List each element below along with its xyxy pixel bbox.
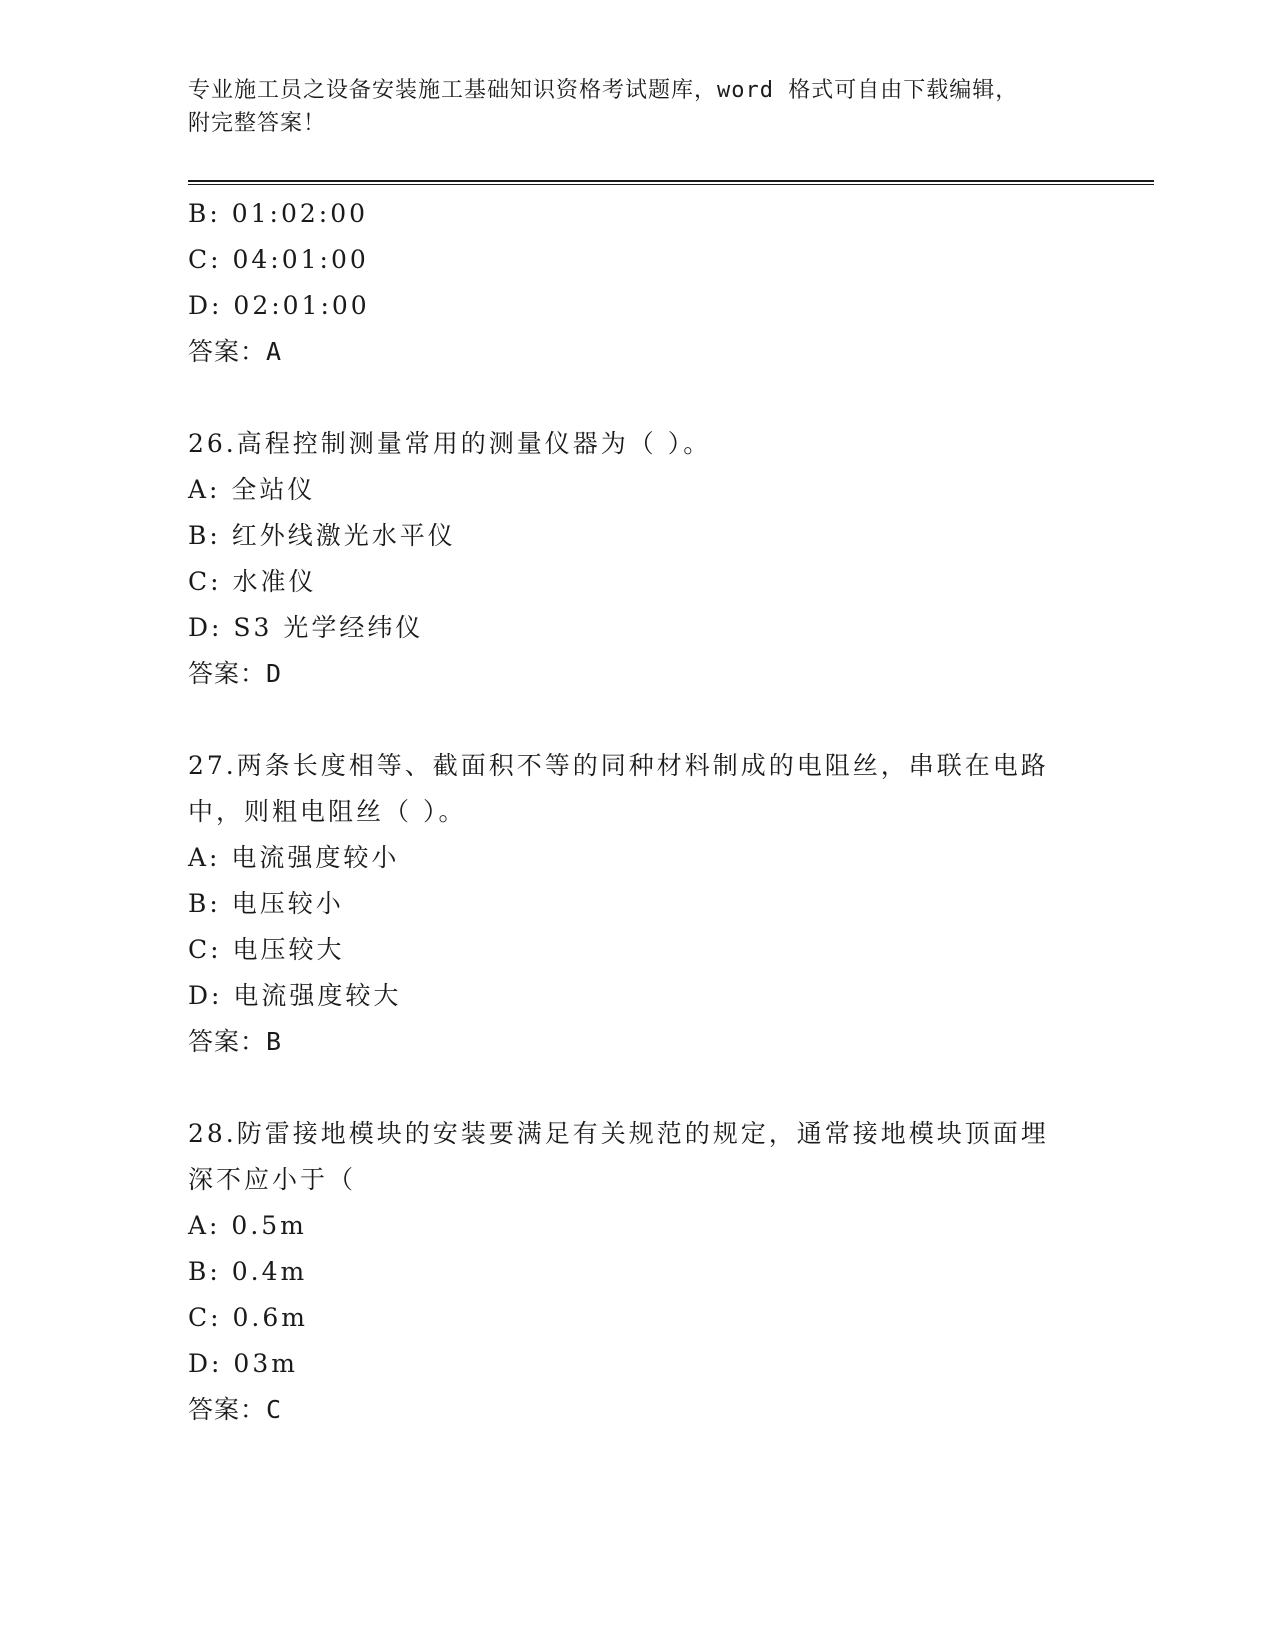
spacer [188, 697, 1088, 743]
question-27 [188, 743, 1088, 1065]
header-divider [188, 180, 1154, 185]
option-a: A: 全站仪 [188, 475, 316, 504]
question-stem: 27.两条长度相等、截面积不等的同种材料制成的电阻丝，串联在电路 [188, 751, 1049, 780]
option-c: C: 电压较大 [188, 935, 345, 964]
answer: 答案：A [188, 337, 283, 366]
question-stem: 26.高程控制测量常用的测量仪器为（ ）。 [188, 429, 712, 458]
document-header [188, 74, 1088, 140]
option-b: B: 红外线激光水平仪 [188, 521, 456, 550]
option-a: A: 电流强度较小 [188, 843, 400, 872]
answer: 答案：C [188, 1395, 283, 1424]
spacer [188, 1065, 1088, 1111]
option-a: A: 0.5m [188, 1211, 307, 1240]
option-b: B: 0.4m [188, 1257, 308, 1286]
option-d: D: 03m [188, 1349, 298, 1378]
question-26 [188, 421, 1088, 697]
question-25 [188, 191, 1088, 375]
question-stem: 28.防雷接地模块的安装要满足有关规范的规定，通常接地模块顶面埋 [188, 1119, 1049, 1148]
header-line-1: 专业施工员之设备安装施工基础知识资格考试题库，word 格式可自由下载编辑， [188, 78, 1019, 103]
option-c: C: 04:01:00 [188, 245, 369, 274]
option-d: D: 02:01:00 [188, 291, 370, 320]
option-d: D: S3 光学经纬仪 [188, 613, 424, 642]
option-c: C: 水准仪 [188, 567, 317, 596]
option-b: B: 01:02:00 [188, 199, 369, 228]
option-b: B: 电压较小 [188, 889, 344, 918]
answer: 答案：B [188, 1027, 283, 1056]
spacer [188, 375, 1088, 421]
question-28 [188, 1111, 1088, 1433]
option-d: D: 电流强度较大 [188, 981, 402, 1010]
question-stem-continued: 深不应小于（ [188, 1165, 357, 1194]
answer: 答案：D [188, 659, 283, 688]
question-list [188, 191, 1088, 1433]
option-c: C: 0.6m [188, 1303, 308, 1332]
question-stem-continued: 中，则粗电阻丝（ ）。 [188, 797, 467, 826]
header-line-2: 附完整答案！ [188, 111, 327, 136]
